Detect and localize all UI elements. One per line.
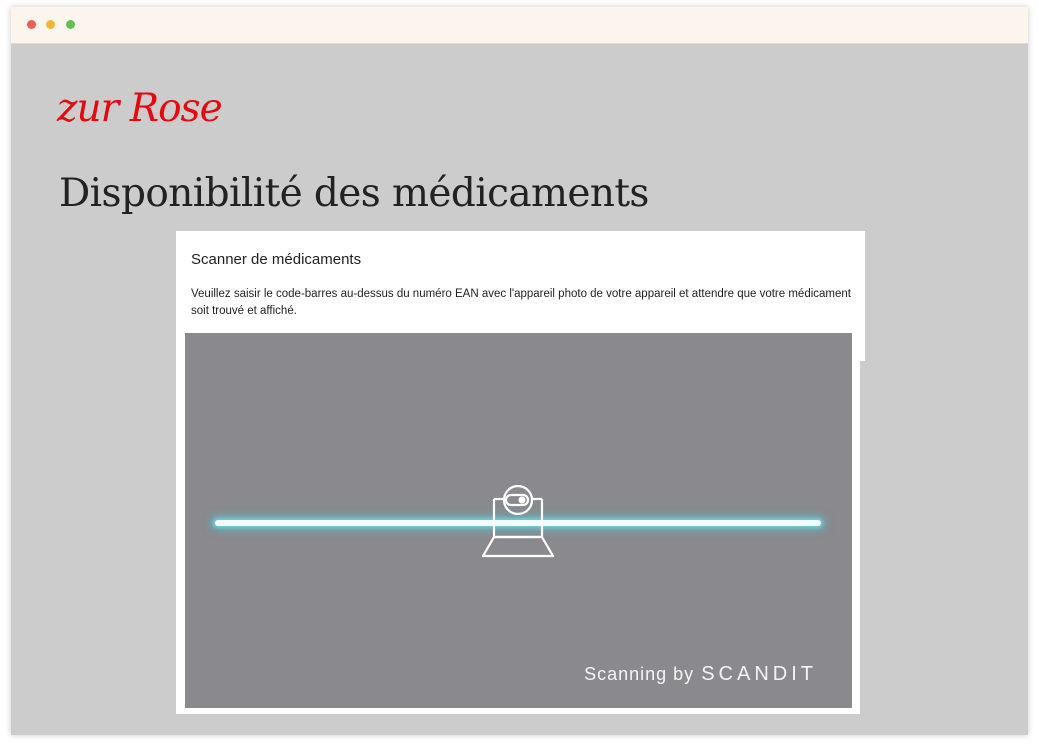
scanner-card [176, 231, 860, 714]
card-edge [860, 231, 865, 361]
page-title: Disponibilité des médicaments [59, 171, 649, 216]
scanning-by-label: Scanning by [584, 664, 695, 684]
minimize-window-button[interactable] [46, 20, 55, 29]
scandit-brand: SCANDIT [701, 663, 817, 685]
scanning-by-scandit [584, 663, 817, 686]
barcode-scanner-view[interactable] [185, 333, 852, 708]
scanner-card-title: Scanner de médicaments [191, 251, 362, 268]
scanner-instructions: Veuillez saisir le code-barres au-dessus du numéro EAN avec l'appareil photo de votre appareil et attendre que votre médicament soit trouvé et affiché. [191, 288, 851, 317]
browser-window [11, 7, 1028, 735]
window-titlebar [11, 7, 1028, 44]
close-window-button[interactable] [27, 20, 36, 29]
maximize-window-button[interactable] [66, 20, 75, 29]
camera-laptop-icon [481, 485, 557, 559]
zur-rose-logo[interactable]: zur Rose [57, 86, 222, 131]
